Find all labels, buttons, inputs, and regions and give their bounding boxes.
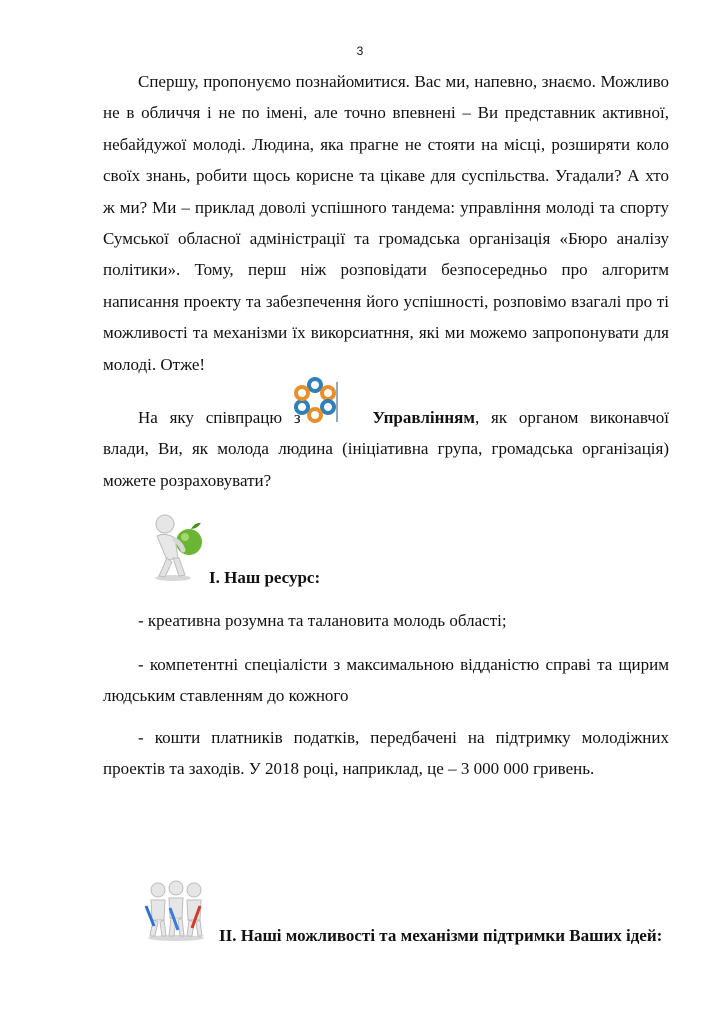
list-item: - компетентні спеціалісти з максимальною відданістю справі та щирим людським ставленням до кожного bbox=[103, 655, 669, 706]
cooperation-after: , як органом виконавчої влади, Ви, як молода людина (ініціативна група, громадська організація) можете розраховувати? bbox=[103, 408, 669, 490]
cooperation-bold: Управлінням bbox=[372, 408, 475, 427]
intro-paragraph: Спершу, пропонуємо познайомитися. Вас ми, напевно, знаємо. Можливо не в обличчя і не по імені, але точно впевнені – Ви представник активної, небайдужої молоді. Людина, яка прагне не стояти на місці, розширяти коло своїх знань, робити щось корисне та цікаве для суспільства. Угадали? А хто ж ми? Ми – приклад доволі успішного тандема: управління молоді та спорту Сумської обласної адміністрації та громадська організація «Бюро аналізу політики». Тому, перш ніж розповідати безпосередньо про алгоритм написання проекту та забезпечення його успішності, розповімо взагалі про ті можливості та механізми їх викорсиатння, які ми можемо запропонувати для молоді. Отже! bbox=[103, 72, 669, 374]
list-item: - кошти платників податків, передбачені на підтримку молодіжних проектів та заходів. У 2018 році, наприклад, це – 3 000 000 гривень. bbox=[103, 728, 669, 779]
cooperation-before-logo: На яку співпрацю з bbox=[138, 408, 301, 427]
cooperation-paragraph bbox=[103, 402, 669, 496]
list-item: - креативна розумна та талановита молодь області; bbox=[138, 611, 507, 630]
page-number: 3 bbox=[356, 44, 364, 58]
person-holding-apple-icon bbox=[145, 512, 210, 582]
section2-heading: ІІ. Наші можливості та механізми підтримки Ваших ідей: bbox=[219, 926, 663, 945]
section1-heading: І. Наш ресурс: bbox=[209, 568, 321, 587]
team-of-figures-icon bbox=[140, 880, 210, 942]
